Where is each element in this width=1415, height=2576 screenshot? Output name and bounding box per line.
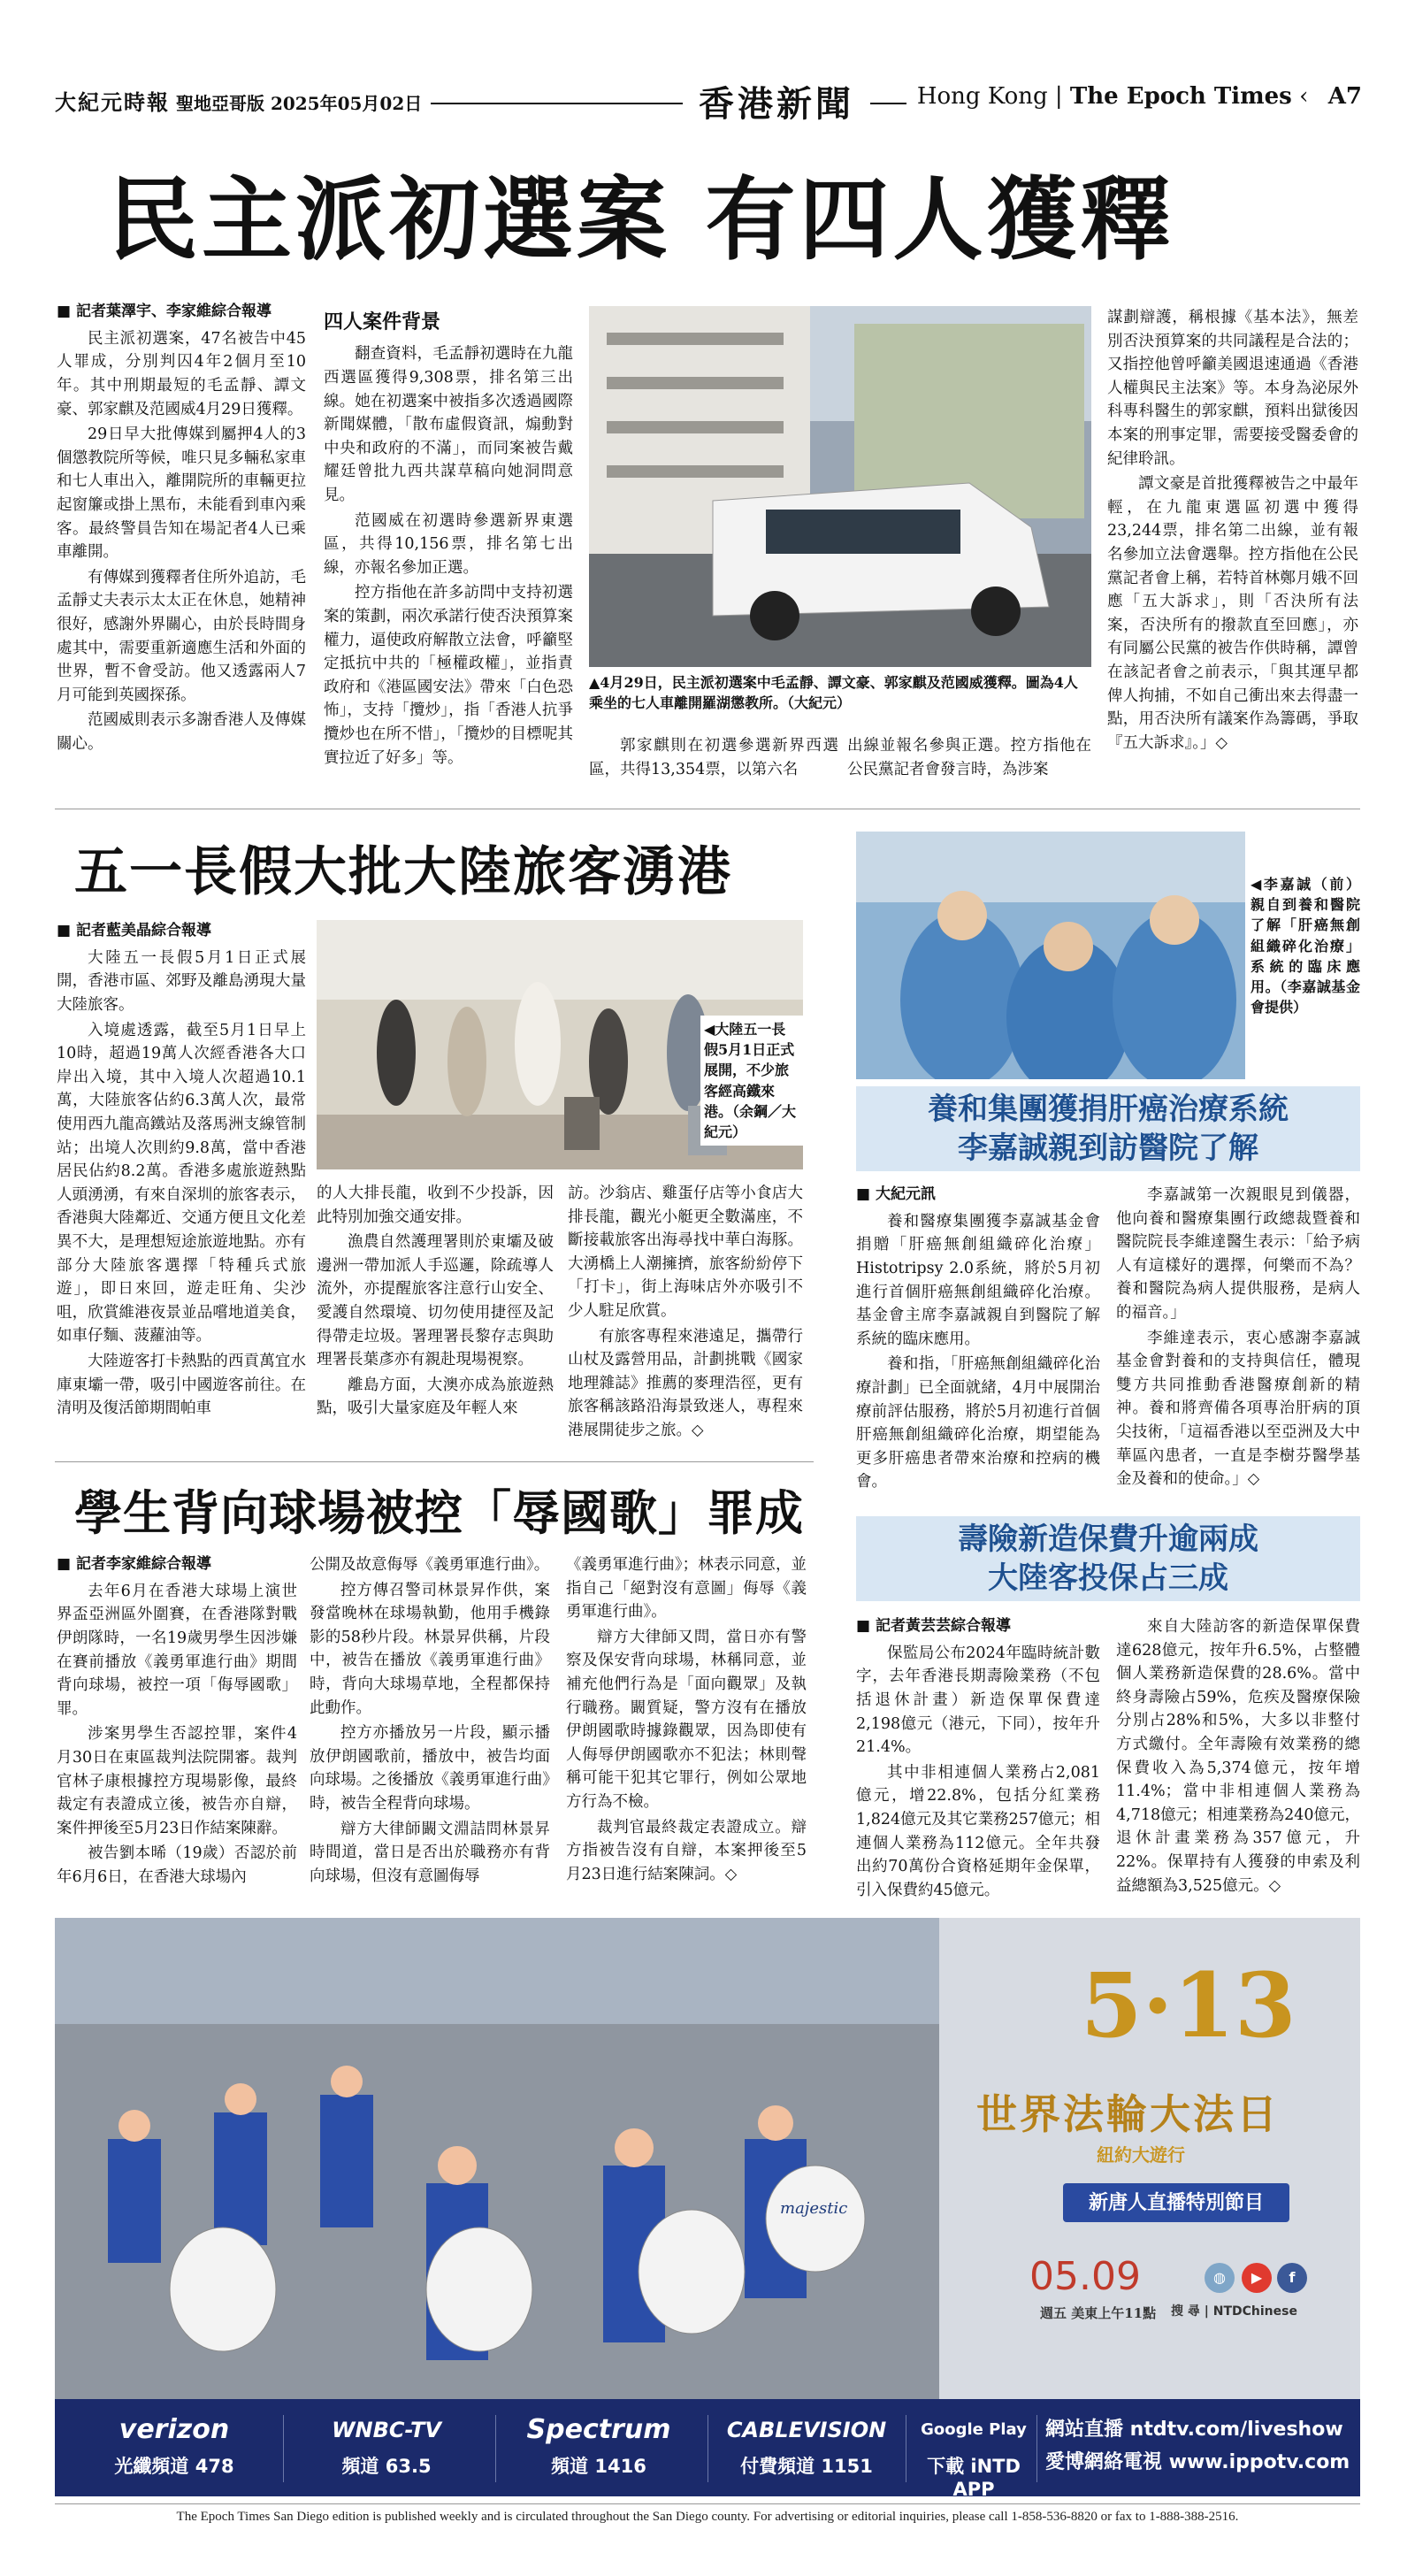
paragraph: 李嘉誠第一次親眼見到儀器，他向養和醫療集團行政總裁暨養和醫院院長李維達醫生表示：「給予病人有這樣好的選擇，何樂而不為？養和醫院為病人提供服務，是病人的福音。」 (1116, 1186, 1360, 1322)
article3-headline: 學生背向球場被控「辱國歌」罪成 (74, 1484, 804, 1541)
paragraph: 民主派初選案，47名被告中45人罪成，分別判囚4年2個月至10年。其中刑期最短的毛孟靜、譚文豪、郭家麒及范國威4月29日獲釋。 (57, 329, 306, 418)
article3-col3 (566, 1553, 807, 1888)
paragraph: 辯方大律師又問，當日亦有警察及保安背向球場，林稱同意，並補充他們行為是「面向觀眾」及執行職務。闞質疑，警方沒有在播放伊朗國歌時據錄觀眾，因為即使有人侮辱伊朗國歌亦不犯法；林則聲稱可能干犯其它罪行，例如公眾地方行為不檢。 (566, 1628, 807, 1811)
paragraph: 漁農自然護理署則於東壩及破邊洲一帶加派人手巡邏，除疏導人流外，亦提醒旅客注意行山安全、愛護自然環境、切勿使用捷徑及記得帶走垃圾。署理署長黎存志與助理署長葉彥亦有親赴現場視察。 (317, 1233, 554, 1369)
paragraph: 譚文豪是首批獲釋被告之中最年輕，在九龍東選區初選中獲得23,244票，排名第二出線，並有報名參加立法會選舉。控方指他在公民黨記者會上稱，若特首林鄭月娥不回應「五大訴求」，則「否決所有法案，否決所有的撥款直至回應」，亦有同屬公民黨的被告作供時稱，譚曾在該記者會之前表示，「與其運早都俾人拘捕，不如自己衝出來去得盡一點，用否決所有議案作為籌碼，爭取『五大訴求』。」◇ (1107, 475, 1358, 752)
article2-headline: 五一長假大批大陸旅客湧港 (74, 841, 732, 903)
article1-col2 (324, 306, 573, 771)
paragraph: 來自大陸訪客的新造保單保費達628億元，按年升6.5%，占整體個人業務新造保費的28.6%。當中終身壽險占59%，危疾及醫療保險分別占28%和5%，大多以非整付方式繳付。全年壽險有效業務的總保費收入為5,374億元，按年增11.4%；當中非相連個人業務為4,718億元；相連業務為240億元，退休計畫業務為357億元，升22%。保單持有人獲發的申索及利益總額為3,525億元。◇ (1116, 1618, 1361, 1895)
separator (283, 2415, 284, 2482)
facebook-icon: f (1277, 2263, 1307, 2293)
article1-headline: 民主派初選案 有四人獲釋 (108, 167, 1174, 273)
masthead-left (55, 85, 431, 116)
channel-bar (55, 2399, 1360, 2500)
channel-logo: Google Play (921, 2420, 1027, 2439)
ippotv-url: 愛博網絡電視 www.ippotv.com (1045, 2451, 1350, 2474)
paragraph: 翻查資料，毛孟靜初選時在九龍西選區獲得9,308票，排名第三出線。她在初選案中被指多次透過國際新聞媒體，「散布虛假資訊，煽動對中央和政府的不滿」，而同案被告戴耀廷曾批九西共謀草稿向她洞問意見。 (324, 345, 573, 504)
article4-col1 (856, 1184, 1100, 1496)
article4-headline (856, 1086, 1360, 1171)
channel-number: 下載 iNTD APP (927, 2456, 1021, 2500)
paragraph: 控方亦播放另一片段，顯示播放伊朗國歌前，播放中，被告均面向球場。之後播放《義勇軍進行曲》時，被告全程背向球場。 (310, 1724, 550, 1813)
paragraph: 養和指，「肝癌無創組織碎化治療計劃」已全面就緒，4月中展開治療前評估服務，將於5月初進行首個肝癌無創組織碎化治療，期望能為更多肝癌患者帶來治療和控病的機會。 (856, 1355, 1100, 1491)
article4-headline-line2: 李嘉誠親到訪醫院了解 (958, 1131, 1258, 1166)
ntd-advertisement (55, 1918, 1360, 2399)
article4-photo (856, 832, 1245, 1079)
drum-label: majestic (780, 2199, 848, 2218)
article1-col2-tail (589, 734, 838, 783)
article4-byline: ■ 大紀元訊 (856, 1185, 936, 1203)
divider (55, 1461, 814, 1462)
paragraph: 有旅客專程來港遠足，攜帶行山杖及露營用品，計劃挑戰《國家地理雜誌》推薦的麥理浩徑，更有旅客稱該路沿海景致迷人，專程來港展開徒步之旅。◇ (568, 1327, 803, 1439)
paragraph: 的人大排長龍，收到不少投訴，因此特別加強交通安排。 (317, 1184, 554, 1226)
footer-notice: The Epoch Times San Diego edition is published weekly and is circulated throughout the San Diego county. For advertising or editorial inquiries, please call 1-858-536-8820 or fax to 1-888-388-2516. (55, 2503, 1360, 2525)
article3-col2 (310, 1553, 550, 1890)
channel-cablevision (718, 2411, 895, 2479)
article5-col1 (856, 1615, 1100, 1904)
article2-col3 (568, 1182, 803, 1445)
separator (495, 2415, 496, 2482)
paper-name: 大紀元時報 (55, 89, 170, 115)
paragraph: 離島方面，大澳亦成為旅遊熱點，吸引大量家庭及年輕人來 (317, 1376, 554, 1418)
channel-logo: CABLEVISION (726, 2418, 887, 2442)
live-stream-info (1045, 2413, 1350, 2480)
ad-event-date: 5·13 (1081, 1953, 1296, 2058)
ad-broadcast-date: 05.09 (1029, 2254, 1141, 2299)
hospital-photo-graphic (856, 832, 1245, 1079)
masthead (55, 81, 1362, 125)
section-title: 香港新聞 (683, 76, 870, 126)
channel-number: 頻道 63.5 (341, 2456, 432, 2477)
ad-event-subtitle: 紐約大遊行 (1097, 2144, 1185, 2166)
paragraph: 大陸遊客打卡熱點的西貢萬宜水庫東壩一帶，吸引中國遊客前往。在清明及復活節期間帕車 (57, 1352, 306, 1418)
section-title-en: Hong Kong (916, 83, 1048, 110)
paragraph: 養和醫療集團獲李嘉誠基金會捐贈「肝癌無創組織碎化治療」Histotripsy 2.0系統，將於5月初進行首個肝癌無創組織碎化治療。基金會主席李嘉誠親自到醫院了解系統的臨床應用。 (856, 1212, 1100, 1348)
ad-search-hint: 搜 尋 | NTDChinese (1171, 2304, 1297, 2319)
article5-byline: ■ 記者黃芸芸綜合報導 (856, 1617, 1011, 1635)
article4-col2 (1116, 1184, 1360, 1493)
paragraph: 保監局公布2024年臨時統計數字，去年香港長期壽險業務（不包括退休計畫）新造保單保費達2,198億元（港元，下同），按年升21.4%。 (856, 1644, 1100, 1757)
article3-byline: ■ 記者李家維綜合報導 (57, 1555, 211, 1573)
paragraph: 裁判官最終裁定表證成立。辯方指被告沒有自辯，本案押後至5月23日進行結案陳詞。◇ (566, 1818, 807, 1883)
channel-spectrum (506, 2411, 692, 2479)
channel-logo: Spectrum (526, 2414, 671, 2445)
chevron-left-icon: ‹ (1299, 83, 1309, 110)
article3-col1 (57, 1553, 297, 1891)
search-term: NTDChinese (1212, 2304, 1297, 2319)
article1-caption: ▲4月29日，民主派初選案中毛孟靜、譚文豪、郭家麒及范國威獲釋。圖為4人乘坐的七人車離開羅湖懲教所。（大紀元） (589, 674, 1078, 712)
ad-broadcast-time: 週五 美東上午11點 (1040, 2305, 1157, 2321)
article5-headline-line2: 大陸客投保占三成 (988, 1560, 1228, 1596)
channel-verizon (81, 2411, 267, 2479)
globe-icon: ◍ (1205, 2263, 1235, 2293)
article2-byline: ■ 記者藍美晶綜合報導 (57, 922, 211, 939)
paragraph: 涉案男學生否認控罪，案件4月30日在東區裁判法院開審。裁判官林子康根據控方現場影像，最終裁定有表證成立後，被告亦自辯，案件押後至5月23日作結案陳辭。 (57, 1725, 297, 1837)
paragraph: 公開及故意侮辱《義勇軍進行曲》。 (310, 1556, 550, 1574)
article4-caption: ◀李嘉誠（前）親自到養和醫院了解「肝癌無創組織碎化治療」系統的臨床應用。（李嘉誠基金會提供） (1251, 876, 1360, 1016)
paragraph: 去年6月在香港大球場上演世界盃亞洲區外圍賽，在香港隊對戰伊朗隊時，一名19歲男學生因涉嫌在賽前播放《義勇軍進行曲》期間背向球場，被控一項「侮辱國歌」罪。 (57, 1582, 297, 1718)
paragraph: 謀劃辯護，稱根據《基本法》，無差別否決預算案的共同議程是合法的；又指控他曾呼籲美國退速通過《香港人權與民主法案》等。本身為泌尿外科專科醫生的郭家麒，預料出獄後因本案的刑事定罪，需要接受醫委會的紀律聆訊。 (1107, 309, 1358, 468)
issue-date: 2025年05月02日 (270, 93, 423, 114)
channel-logo: WNBC-TV (332, 2418, 441, 2442)
channel-app (916, 2411, 1031, 2500)
search-label: 搜 尋 (1171, 2304, 1200, 2319)
article2-col2 (317, 1182, 554, 1422)
article1-byline: ■ 記者葉澤宇、李家維綜合報導 (57, 303, 272, 320)
article1-col1 (57, 301, 306, 758)
brand-name: The Epoch Times (1069, 83, 1292, 110)
car-photo-graphic (589, 306, 1091, 667)
article1-photo (589, 306, 1091, 667)
article1-col4 (1107, 306, 1358, 756)
paragraph: 《義勇軍進行曲》；林表示同意，並指自己「絕對沒有意圖」侮辱《義勇軍進行曲》。 (566, 1556, 807, 1622)
channel-number: 頻道 1416 (551, 2456, 646, 2477)
paragraph: 29日早大批傳媒到屬押4人的3個懲教院所等候，唯只見多輛私家車和七人車出入，離開院所的車輛更拉起窗簾或掛上黑布，未能看到車內乘客。最終警員告知在場記者4人已乘車離開。 (57, 426, 306, 562)
article4-headline-line1: 養和集團獲捐肝癌治療系統 (928, 1092, 1289, 1127)
paragraph: 入境處透露，截至5月1日早上10時，超過19萬人次經香港各大口岸出入境，其中入境人次超過10.1萬，大陸旅客佔約6.3萬人次，最常使用西九龍高鐵站及落馬洲支線管制站；出境人次則約9.8萬，當中香港居民佔約8.2萬。香港多處旅遊熱點人頭湧湧，有來自深圳的旅客表示，香港與大陸鄰近、交通方便且文化差異不大，是理想短途旅遊地點。亦有部分大陸旅客選擇「特種兵式旅遊」，即日來回，遊走旺角、尖沙咀，欣賞維港夜景並品嚐地道美食，如車仔麵、菠蘿油等。 (57, 1021, 306, 1346)
paragraph: 訪。沙翁店、雞蛋仔店等小食店大排長龍，觀光小艇更全數滿座，不斷接載旅客出海尋找中華白海豚。大湧橋上人潮擁擠，旅客紛紛停下「打卡」，街上海味店外亦吸引不少人駐足欣賞。 (568, 1184, 803, 1320)
article2-col1 (57, 920, 306, 1422)
article5-col2 (1116, 1615, 1360, 1899)
channel-number: 光纖頻道 478 (114, 2456, 234, 2477)
paragraph: 郭家麒則在初選參選新界西選區，共得13,354票，以第六名 (589, 737, 838, 778)
edition: 聖地亞哥版 (175, 93, 264, 114)
paragraph: 辯方大律師闞文淵詰問林景昇時間道，當日是否出於職務亦有背向球場，但沒有意圖侮辱 (310, 1820, 550, 1885)
article1-subhead: 四人案件背景 (324, 310, 441, 334)
channel-logo: verizon (119, 2414, 230, 2445)
live-stream-url: 網站直播 ntdtv.com/liveshow (1045, 2419, 1343, 2441)
paragraph: 有傳媒到獲釋者住所外追訪，毛孟靜丈夫表示太太正在休息，她精神很好，感謝外界關心，由於長時間身處其中，需要重新適應生活和外面的世界，暫不會受訪。他又透露兩人7月可能到英國探孫。 (57, 568, 306, 704)
channel-number: 付費頻道 1151 (740, 2456, 873, 2477)
paragraph: 被告劉本晞（19歲）否認於前年6月6日，在香港大球場內 (57, 1844, 297, 1886)
article5-headline (856, 1516, 1360, 1601)
masthead-right: Hong Kong | The Epoch Times ‹ A7 (906, 83, 1362, 110)
ad-event-title: 世界法輪大法日 (976, 2090, 1280, 2138)
paragraph: 其中非相連個人業務占2,081億元，增22.8%，包括分紅業務1,824億元及其它業務257億元；相連個人業務為112億元。全年共發出約70萬份合資格延期年金保單，引入保費約45億元。 (856, 1763, 1101, 1899)
paragraph: 控方指他在許多訪問中支持初選案的策劃，兩次承諾行使否決預算案權力，逼使政府解散立法會，呼籲堅定抵抗中共的「極權政權」，並指責政府和《港區國安法》帶來「白色恐怖」，支持「攬炒」，指「香港人抗爭攬炒也在所不惜」，「攬炒的目標呢其實拉近了好多」等。 (324, 584, 573, 767)
channel-wnbc (294, 2411, 479, 2479)
paragraph: 大陸五一長假5月1日正式展開，香港市區、郊野及離島湧現大量大陸旅客。 (57, 948, 306, 1015)
paragraph: 范國威在初選時參選新界東選區，共得10,156票，排名第七出線，亦報名參加正選。 (324, 511, 573, 577)
ad-program-badge: 新唐人直播特別節目 (1063, 2183, 1289, 2222)
paragraph: 出線並報名參與正選。控方指他在公民黨記者會發言時，為涉案 (847, 737, 1091, 778)
article1-col3-tail (847, 734, 1091, 783)
page-number: A7 (1327, 83, 1362, 110)
paragraph: 范國威則表示多謝香港人及傳媒關心。 (57, 711, 306, 753)
youtube-icon: ▶ (1242, 2263, 1272, 2293)
paragraph: 李維達表示，衷心感謝李嘉誠基金會對養和的支持與信任，體現雙方共同推動香港醫療創新的精神。養和將齊備各項專治肝病的頂尖技術，「這福香港以至亞洲及大中華區內患者，一直是李樹芬醫學基金及養和的使命。」◇ (1116, 1329, 1360, 1489)
article2-caption: ◀大陸五一長假5月1日正式展開，不少旅客經高鐵來港。（余鋼／大紀元） (700, 1016, 803, 1146)
paragraph: 控方傳召警司林景昇作供，案發當晚林在球場執勤，他用手機錄影的58秒片段。林景昇供稱，片段中，被告在播放《義勇軍進行曲》時，背向大球場草地，全程都保持此動作。 (310, 1581, 550, 1717)
article5-headline-line1: 壽險新造保費升逾兩成 (958, 1522, 1258, 1557)
separator (1036, 2415, 1037, 2482)
